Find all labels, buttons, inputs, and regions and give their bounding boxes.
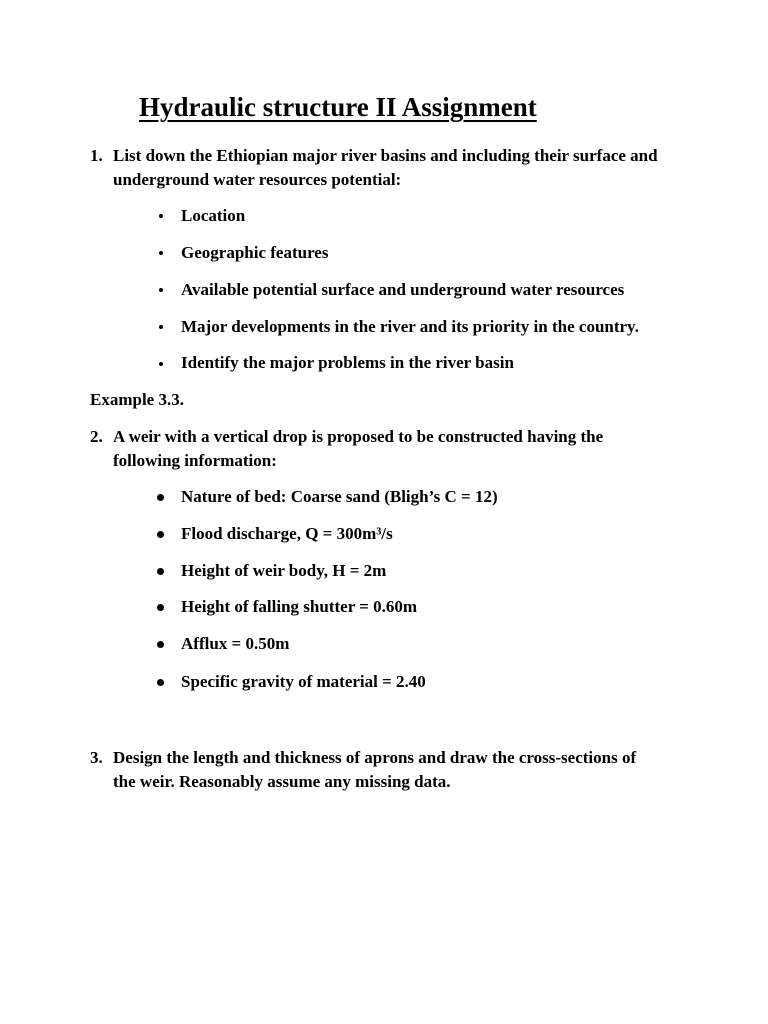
q1-bullet-4: Major developments in the river and its priority in the country.	[181, 317, 639, 336]
q3-line-2: the weir. Reasonably assume any missing data.	[113, 772, 451, 791]
q2-line-1: A weir with a vertical drop is proposed to be constructed having the	[113, 427, 604, 446]
q1-bullet-5: Identify the major problems in the river basin	[181, 353, 514, 372]
q1-bullet-1: Location	[181, 206, 246, 225]
q1-bullet-2: Geographic features	[181, 243, 329, 262]
bullet-icon	[157, 679, 164, 686]
q1-line-2: underground water resources potential:	[113, 170, 402, 189]
q2-bullet-1: Nature of bed: Coarse sand (Bligh’s C = 12)	[181, 487, 498, 506]
bullet-icon	[157, 531, 164, 538]
bullet-icon	[159, 325, 163, 329]
q2-line-2: following information:	[113, 451, 277, 470]
bullet-icon	[157, 604, 164, 611]
q2-number: 2.	[90, 427, 103, 446]
q2-bullet-3: Height of weir body, H = 2m	[181, 561, 387, 580]
bullet-icon	[159, 214, 163, 218]
example-label: Example 3.3.	[90, 390, 184, 409]
q3-line-1: Design the length and thickness of aprons and draw the cross-sections of	[113, 748, 637, 767]
bullet-icon	[157, 494, 164, 501]
q2-bullet-5: Afflux = 0.50m	[181, 634, 290, 653]
bullet-icon	[159, 362, 163, 366]
bullet-icon	[159, 288, 163, 292]
q3-number: 3.	[90, 748, 103, 767]
q2-bullet-2: Flood discharge, Q = 300m³/s	[181, 524, 393, 543]
q2-bullet-4: Height of falling shutter = 0.60m	[181, 597, 418, 616]
bullet-icon	[157, 568, 164, 575]
q1-line-1: List down the Ethiopian major river basins and including their surface and	[113, 146, 658, 165]
q2-bullet-6: Specific gravity of material = 2.40	[181, 672, 426, 691]
bullet-icon	[159, 251, 163, 255]
document-title: Hydraulic structure II Assignment	[139, 92, 537, 122]
bullet-icon	[157, 641, 164, 648]
q1-number: 1.	[90, 146, 103, 165]
q1-bullet-3: Available potential surface and underground water resources	[181, 280, 625, 299]
